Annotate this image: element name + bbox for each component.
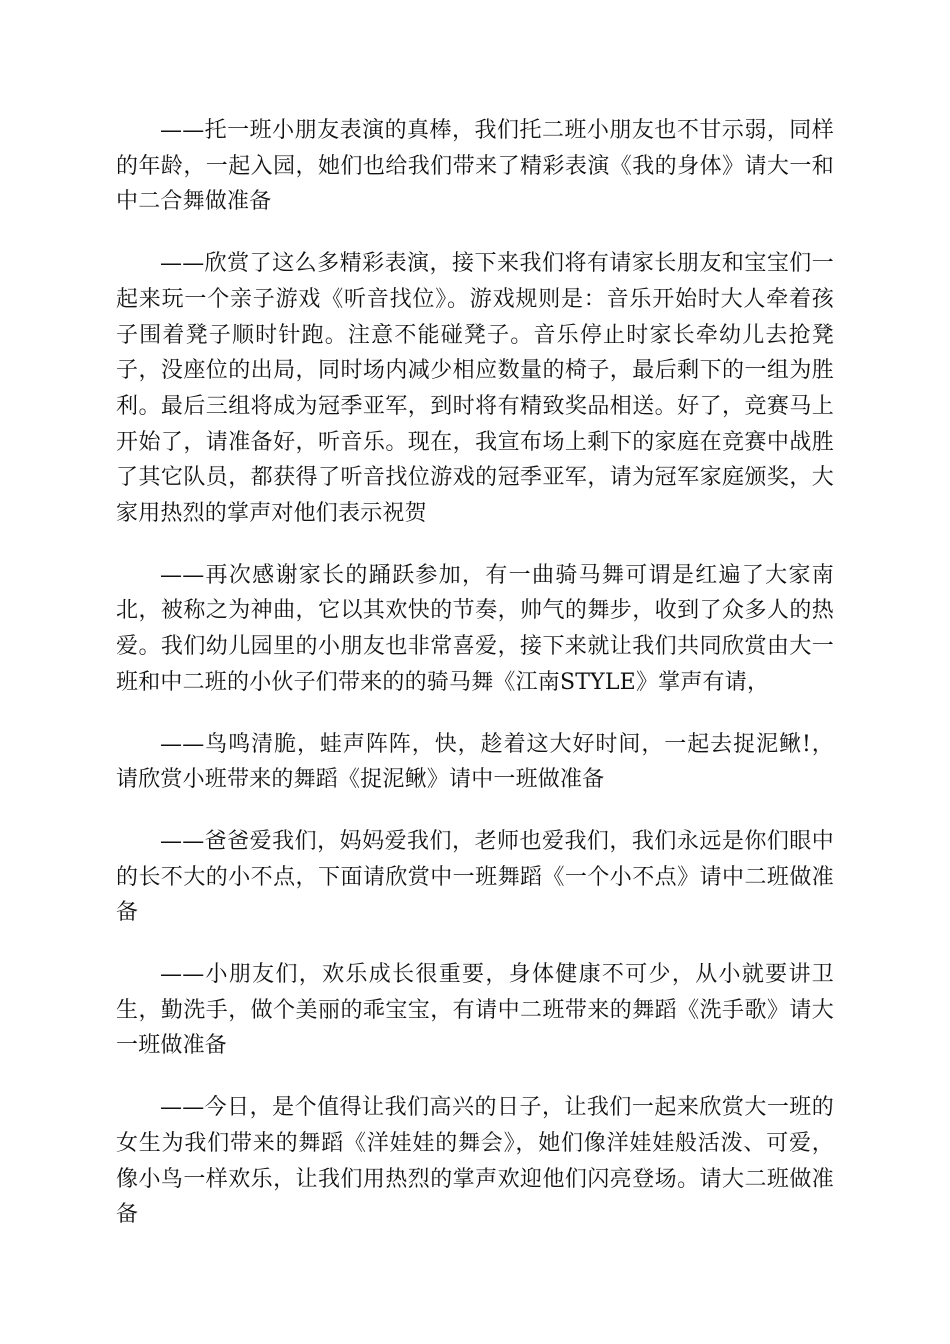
paragraph-5: ——爸爸爱我们，妈妈爱我们，老师也爱我们，我们永远是你们眼中的长不大的小不点，下面请欣赏中一班舞蹈《一个小不点》请中二班做准备: [116, 828, 834, 926]
paragraph-4: ——鸟鸣清脆，蛙声阵阵，快，趁着这大好时间，一起去捉泥鳅!，请欣赏小班带来的舞蹈《捉泥鳅》请中一班做准备: [116, 731, 834, 793]
document-body: [116, 113, 834, 1259]
paragraph-3: ——再次感谢家长的踊跃参加，有一曲骑马舞可谓是红遍了大家南北，被称之为神曲，它以其欢快的节奏，帅气的舞步，收到了众多人的热爱。我们幼儿园里的小朋友也非常喜爱，接下来就让我们共同欣赏由大一班和中二班的小伙子们带来的的骑马舞《江南STYLE》掌声有请，: [116, 562, 834, 695]
paragraph-2: ——欣赏了这么多精彩表演，接下来我们将有请家长朋友和宝宝们一起来玩一个亲子游戏《听音找位》。游戏规则是：音乐开始时大人牵着孩子围着凳子顺时针跑。注意不能碰凳子。音乐停止时家长牵幼儿去抢凳子，没座位的出局，同时场内减少相应数量的椅子，最后剩下的一组为胜利。最后三组将成为冠季亚军，到时将有精致奖品相送。好了，竞赛马上开始了，请准备好，听音乐。现在，我宣布场上剩下的家庭在竞赛中战胜了其它队员，都获得了听音找位游戏的冠季亚军，请为冠军家庭颁奖，大家用热烈的掌声对他们表示祝贺: [116, 251, 834, 527]
paragraph-7: ——今日，是个值得让我们高兴的日子，让我们一起来欣赏大一班的女生为我们带来的舞蹈《洋娃娃的舞会》，她们像洋娃娃般活泼、可爱，像小鸟一样欢乐，让我们用热烈的掌声欢迎他们闪亮登场。请大二班做准备: [116, 1095, 834, 1228]
paragraph-1: ——托一班小朋友表演的真棒，我们托二班小朋友也不甘示弱，同样的年龄，一起入园，她们也给我们带来了精彩表演《我的身体》请大一和中二合舞做准备: [116, 118, 834, 215]
paragraph-6: ——小朋友们，欢乐成长很重要，身体健康不可少，从小就要讲卫生，勤洗手，做个美丽的乖宝宝，有请中二班带来的舞蹈《洗手歌》请大一班做准备: [116, 962, 834, 1059]
